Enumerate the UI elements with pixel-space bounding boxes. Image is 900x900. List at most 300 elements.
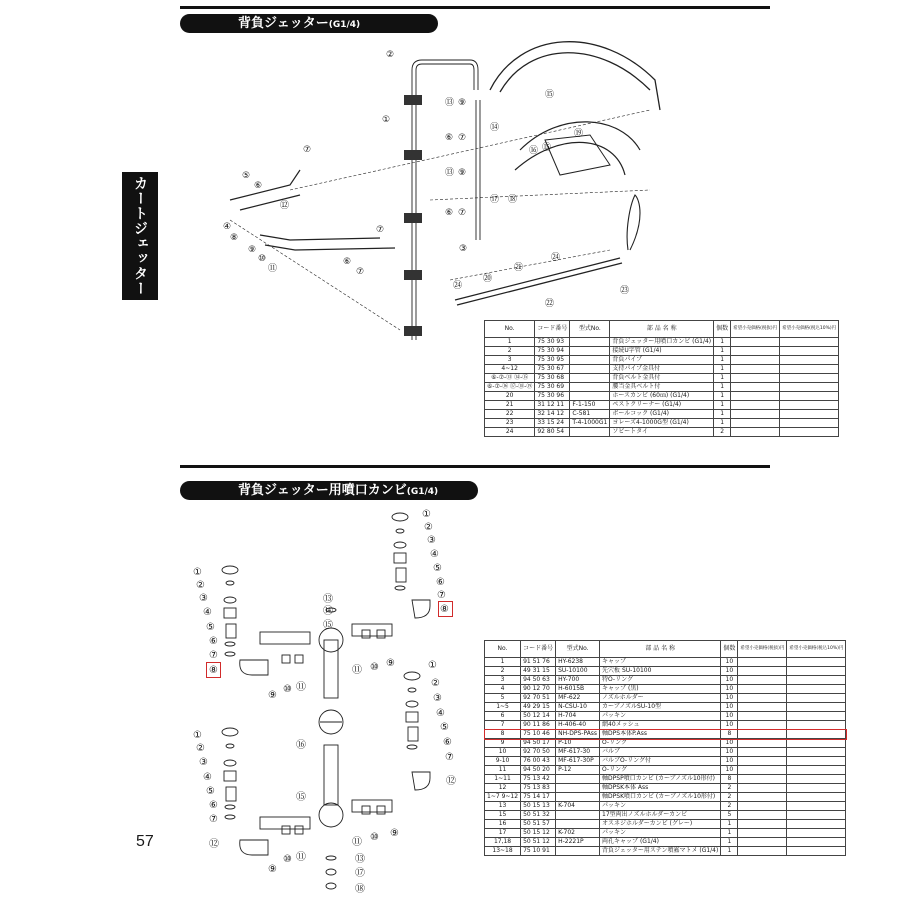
svg-text:①: ① [193, 730, 202, 741]
cell-price-ex-tax [738, 748, 787, 757]
svg-text:⑦: ⑦ [209, 650, 218, 661]
cell-code: 75 30 95 [535, 356, 570, 365]
svg-text:⑤: ⑤ [206, 786, 215, 797]
header-no: No. [485, 641, 521, 658]
cell-code: 49 29 15 [521, 703, 556, 712]
cell-no: ⑥-⑦-⑯ ⑰-⑱-⑲ [485, 383, 535, 392]
cell-qty: 1 [714, 338, 731, 347]
cell-price-in-tax [787, 748, 846, 757]
cell-price-in-tax [780, 356, 839, 365]
cell-price-in-tax [787, 811, 846, 820]
cell-price-in-tax [787, 694, 846, 703]
table-row [485, 419, 839, 428]
table-row [485, 793, 846, 802]
cell-model: SU-10100 [556, 667, 600, 676]
svg-text:㉓: ㉓ [620, 286, 630, 296]
cell-price-ex-tax [731, 428, 780, 437]
svg-text:⑥: ⑥ [254, 181, 263, 191]
cell-model: P-10 [556, 739, 600, 748]
cell-no: 7 [485, 721, 521, 730]
cell-price-ex-tax [738, 838, 787, 847]
cell-part-name: バルブO-リング付 [600, 757, 721, 766]
cell-qty: 10 [721, 748, 738, 757]
cell-price-ex-tax [738, 712, 787, 721]
svg-text:⑥: ⑥ [209, 800, 218, 811]
cell-price-ex-tax [738, 802, 787, 811]
cell-model [570, 347, 610, 356]
svg-text:⑪: ⑪ [352, 837, 362, 848]
cell-model [556, 811, 600, 820]
cell-price-in-tax [787, 721, 846, 730]
cell-price-in-tax [787, 775, 846, 784]
svg-text:②: ② [196, 580, 205, 591]
cell-qty: 10 [721, 703, 738, 712]
header-price-ex-tax: 希望小売価格(税抜)円 [738, 641, 787, 658]
svg-text:⑭: ⑭ [323, 606, 333, 617]
cell-code: 90 11 86 [521, 721, 556, 730]
cell-no: 24 [485, 428, 535, 437]
cell-part-name: 17型両出ノズルホルダーカンビ [600, 811, 721, 820]
cell-part-name: ボールコック (G1/4) [610, 410, 714, 419]
cell-qty: 1 [721, 829, 738, 838]
section2-table-header [485, 641, 846, 658]
cell-no: 8 [485, 730, 521, 739]
table-row [485, 748, 846, 757]
svg-text:⑤: ⑤ [206, 622, 215, 633]
cell-part-name: O-リング [600, 739, 721, 748]
header-qty: 個数 [714, 321, 731, 338]
cell-part-name: キャップ [600, 658, 721, 667]
svg-text:⑥: ⑥ [436, 577, 445, 588]
cell-part-name: ヨレーズ4-1000G型 (G1/4) [610, 419, 714, 428]
svg-text:⑦: ⑦ [376, 225, 385, 235]
cell-part-name: 軸DPS本体P.Ass [600, 730, 721, 739]
cell-code: 75 14 17 [521, 793, 556, 802]
cell-no: 22 [485, 410, 535, 419]
cell-no: 2 [485, 347, 535, 356]
cell-price-ex-tax [738, 658, 787, 667]
svg-text:⑨: ⑨ [458, 168, 467, 178]
cell-price-in-tax [780, 383, 839, 392]
cell-part-name: 軸DPSK本体 Ass [600, 784, 721, 793]
cell-part-name: キャップ (黒) [600, 685, 721, 694]
svg-text:⑱: ⑱ [508, 195, 518, 205]
cell-code: 94 50 17 [521, 739, 556, 748]
table-row [485, 802, 846, 811]
cell-price-ex-tax [738, 811, 787, 820]
cell-model [556, 784, 600, 793]
category-side-tab: カートジェッター [122, 172, 158, 300]
cell-price-ex-tax [738, 676, 787, 685]
cell-no: 15 [485, 811, 521, 820]
cell-model [570, 374, 610, 383]
cell-price-in-tax [787, 658, 846, 667]
header-code: コード番号 [521, 641, 556, 658]
svg-text:⑨: ⑨ [268, 864, 277, 875]
cell-part-name: 背負ジェッター用噴口カンビ (G1/4) [610, 338, 714, 347]
cell-model: K-702 [556, 829, 600, 838]
cell-code: 32 14 12 [535, 410, 570, 419]
cell-qty: 10 [721, 694, 738, 703]
svg-text:①: ① [428, 660, 437, 671]
cell-price-in-tax [780, 365, 839, 374]
cell-qty: 1 [721, 847, 738, 856]
svg-text:④: ④ [223, 222, 232, 232]
cell-model [556, 775, 600, 784]
cell-code: 75 13 42 [521, 775, 556, 784]
cell-code: 75 13 83 [521, 784, 556, 793]
cell-qty: 10 [721, 685, 738, 694]
cell-model [570, 365, 610, 374]
cell-price-ex-tax [731, 419, 780, 428]
cell-price-in-tax [780, 410, 839, 419]
svg-text:⑬: ⑬ [445, 168, 455, 178]
cell-qty: 1 [714, 383, 731, 392]
table-row [485, 829, 846, 838]
cell-price-ex-tax [738, 694, 787, 703]
svg-text:⑱: ⑱ [355, 884, 365, 895]
svg-text:③: ③ [459, 244, 468, 254]
cell-price-in-tax [780, 374, 839, 383]
cell-model: MF-617-30 [556, 748, 600, 757]
cell-price-ex-tax [738, 757, 787, 766]
table-row [485, 811, 846, 820]
cell-qty: 1 [714, 356, 731, 365]
cell-price-ex-tax [738, 685, 787, 694]
cell-part-name: 背負ジェッター用ステン噴霧マトメ (G1/4) [600, 847, 721, 856]
cell-price-ex-tax [731, 347, 780, 356]
cell-price-in-tax [787, 838, 846, 847]
svg-text:㉔: ㉔ [551, 253, 561, 263]
svg-text:⑨: ⑨ [386, 658, 395, 669]
table-row [485, 739, 846, 748]
cell-no: 1 [485, 658, 521, 667]
header-price-in-tax: 希望小売価格(税込10%)円 [787, 641, 846, 658]
svg-text:⑳: ⑳ [483, 274, 493, 284]
svg-text:⑦: ⑦ [458, 133, 467, 143]
cell-model [556, 793, 600, 802]
cell-part-name: 網40メッシュ [600, 721, 721, 730]
svg-text:⑰: ⑰ [490, 195, 500, 205]
cell-price-ex-tax [731, 401, 780, 410]
cell-code: 49 31 15 [521, 667, 556, 676]
cell-part-name: ノズルホルダー [600, 694, 721, 703]
svg-text:⑦: ⑦ [303, 145, 312, 155]
cell-no: 3 [485, 356, 535, 365]
cell-part-name: 軸DPSK噴口カンビ (カーブノズル10形付) [600, 793, 721, 802]
cell-no: 1~5 [485, 703, 521, 712]
cell-part-name: カーブノズルSU-10型 [600, 703, 721, 712]
cell-part-name: パッキン [600, 712, 721, 721]
cell-no: 12 [485, 784, 521, 793]
svg-text:⑪: ⑪ [296, 852, 306, 863]
svg-text:⑧: ⑧ [209, 665, 218, 676]
cell-price-in-tax [787, 676, 846, 685]
cell-price-ex-tax [738, 820, 787, 829]
cell-price-in-tax [787, 847, 846, 856]
svg-text:④: ④ [203, 772, 212, 783]
cell-code: 75 30 69 [535, 383, 570, 392]
section1-title-suffix: (G1/4) [328, 20, 361, 30]
cell-part-name: パッキン [600, 802, 721, 811]
header-price-ex-tax: 希望小売価格(税抜)円 [731, 321, 780, 338]
cell-part-name: ホースカンビ (60㎝) (G1/4) [610, 392, 714, 401]
svg-text:⑲: ⑲ [574, 129, 584, 139]
cell-code: 50 51 57 [521, 820, 556, 829]
cell-code: 50 51 12 [521, 838, 556, 847]
cell-price-in-tax [787, 685, 846, 694]
cell-price-in-tax [787, 793, 846, 802]
cell-price-ex-tax [738, 775, 787, 784]
cell-price-ex-tax [738, 829, 787, 838]
cell-code: 75 30 68 [535, 374, 570, 383]
svg-text:⑭: ⑭ [490, 123, 500, 133]
cell-qty: 1 [714, 419, 731, 428]
cell-qty: 8 [721, 730, 738, 739]
cell-code: 50 15 12 [521, 829, 556, 838]
cell-code: 90 12 70 [521, 685, 556, 694]
cell-price-ex-tax [731, 338, 780, 347]
cell-price-in-tax [787, 730, 846, 739]
cell-part-name: 接続U字管 (G1/4) [610, 347, 714, 356]
header-qty: 個数 [721, 641, 738, 658]
cell-code: 75 30 96 [535, 392, 570, 401]
svg-text:⑩: ⑩ [283, 684, 292, 695]
cell-code: 50 51 32 [521, 811, 556, 820]
table-row [485, 838, 846, 847]
svg-text:⑥: ⑥ [445, 133, 454, 143]
section2-parts-table [484, 640, 846, 856]
cell-model [570, 383, 610, 392]
cell-price-ex-tax [738, 784, 787, 793]
svg-text:⑮: ⑮ [296, 792, 306, 803]
cell-qty: 2 [714, 428, 731, 437]
table-row [485, 775, 846, 784]
cell-code: 92 80 54 [535, 428, 570, 437]
section2-title-suffix: (G1/4) [406, 487, 439, 497]
table-row [485, 658, 846, 667]
cell-model [570, 338, 610, 347]
svg-text:⑧: ⑧ [230, 233, 239, 243]
cell-no: 17 [485, 829, 521, 838]
cell-qty: 5 [721, 811, 738, 820]
cell-price-in-tax [787, 667, 846, 676]
cell-price-ex-tax [731, 410, 780, 419]
svg-text:⑤: ⑤ [440, 722, 449, 733]
cell-model: H-406-40 [556, 721, 600, 730]
svg-text:④: ④ [430, 549, 439, 560]
svg-text:⑦: ⑦ [437, 590, 446, 601]
svg-text:①: ① [422, 509, 431, 520]
table-row [485, 365, 839, 374]
svg-text:⑩: ⑩ [370, 662, 379, 673]
cell-part-name: ソビートタイ [610, 428, 714, 437]
cell-part-name: 支持パイプ金具付 [610, 365, 714, 374]
table-row-highlighted [485, 730, 846, 739]
cell-model: MF-617-30P [556, 757, 600, 766]
cell-model: HY-700 [556, 676, 600, 685]
cell-qty: 10 [721, 766, 738, 775]
table-row [485, 392, 839, 401]
section1-table-header [485, 321, 839, 338]
cell-model: H-704 [556, 712, 600, 721]
svg-text:⑦: ⑦ [209, 814, 218, 825]
cell-price-in-tax [787, 739, 846, 748]
cell-price-ex-tax [738, 766, 787, 775]
svg-text:⑩: ⑩ [283, 854, 292, 865]
cell-part-name: 両孔キャップ (G1/4) [600, 838, 721, 847]
cell-no: 20 [485, 392, 535, 401]
cell-qty: 1 [714, 347, 731, 356]
cell-price-in-tax [787, 766, 846, 775]
cell-code: 76 00 43 [521, 757, 556, 766]
header-part-name: 部 品 名 称 [600, 641, 721, 658]
table-row [485, 757, 846, 766]
cell-price-ex-tax [731, 356, 780, 365]
highlight-callout-8-right [438, 601, 453, 617]
cell-part-name: バルブ [600, 748, 721, 757]
cell-code: 33 15 24 [535, 419, 570, 428]
table-row [485, 383, 839, 392]
cell-price-in-tax [787, 784, 846, 793]
header-code: コード番号 [535, 321, 570, 338]
cell-price-in-tax [787, 703, 846, 712]
table-row [485, 721, 846, 730]
cell-price-in-tax [780, 347, 839, 356]
cell-code: 91 51 76 [521, 658, 556, 667]
cell-qty: 1 [721, 820, 738, 829]
svg-text:⑤: ⑤ [433, 563, 442, 574]
svg-text:⑥: ⑥ [443, 737, 452, 748]
svg-text:⑬: ⑬ [355, 854, 365, 865]
table-row [485, 847, 846, 856]
cell-code: 50 12 14 [521, 712, 556, 721]
cell-price-ex-tax [731, 374, 780, 383]
svg-text:⑩: ⑩ [258, 254, 267, 264]
cell-qty: 2 [721, 784, 738, 793]
svg-text:⑯: ⑯ [296, 740, 306, 751]
cell-price-ex-tax [731, 365, 780, 374]
cell-no: 16 [485, 820, 521, 829]
svg-text:⑫: ⑫ [446, 776, 456, 787]
svg-text:②: ② [196, 743, 205, 754]
cell-code: 75 30 94 [535, 347, 570, 356]
table-row [485, 347, 839, 356]
cell-no: 21 [485, 401, 535, 410]
cell-no: 1~7 9~12 [485, 793, 521, 802]
svg-text:⑮: ⑮ [545, 90, 555, 100]
cell-qty: 10 [721, 658, 738, 667]
cell-model: T-4-1000G1 [570, 419, 610, 428]
cell-price-in-tax [780, 419, 839, 428]
svg-text:⑨: ⑨ [268, 690, 277, 701]
svg-text:③: ③ [199, 757, 208, 768]
cell-price-in-tax [787, 712, 846, 721]
cell-price-in-tax [787, 820, 846, 829]
cell-code: 94 50 20 [521, 766, 556, 775]
svg-text:㉒: ㉒ [545, 299, 555, 309]
cell-no: 13 [485, 802, 521, 811]
table-row [485, 356, 839, 365]
cell-price-ex-tax [738, 703, 787, 712]
cell-model: HY-6238 [556, 658, 600, 667]
cell-qty: 1 [714, 392, 731, 401]
cell-price-ex-tax [738, 667, 787, 676]
cell-part-name: 腰当金具ベルト付 [610, 383, 714, 392]
cell-code: 92 70 51 [521, 694, 556, 703]
cell-price-ex-tax [738, 793, 787, 802]
svg-text:①: ① [382, 115, 391, 125]
section2-title: 背負ジェッター用噴口カンビ [238, 483, 407, 498]
cell-qty: 1 [714, 365, 731, 374]
svg-text:⑬: ⑬ [445, 98, 455, 108]
cell-qty: 1 [714, 401, 731, 410]
cell-no: 11 [485, 766, 521, 775]
table-row [485, 766, 846, 775]
cell-price-ex-tax [738, 847, 787, 856]
cell-price-in-tax [787, 757, 846, 766]
table-row [485, 703, 846, 712]
cell-no: 23 [485, 419, 535, 428]
cell-model [556, 820, 600, 829]
svg-text:⑰: ⑰ [355, 868, 365, 879]
svg-text:⑥: ⑥ [445, 208, 454, 218]
svg-text:㉑: ㉑ [514, 263, 524, 273]
svg-text:②: ② [424, 522, 433, 533]
svg-text:⑮: ⑮ [542, 143, 552, 153]
cell-code: 75 10 46 [521, 730, 556, 739]
cell-no: 4 [485, 685, 521, 694]
cell-part-name: 背負パイプ [610, 356, 714, 365]
cell-qty: 10 [721, 757, 738, 766]
svg-text:⑪: ⑪ [268, 264, 278, 274]
table-row [485, 374, 839, 383]
cell-qty: 10 [721, 712, 738, 721]
section1-title: 背負ジェッター [238, 16, 329, 31]
svg-text:③: ③ [199, 593, 208, 604]
cell-price-in-tax [780, 428, 839, 437]
cell-qty: 8 [721, 775, 738, 784]
cell-qty: 10 [721, 676, 738, 685]
cell-no: 1 [485, 338, 535, 347]
svg-text:⑯: ⑯ [529, 146, 539, 156]
cell-no: 5 [485, 694, 521, 703]
cell-model: C-581 [570, 410, 610, 419]
cell-qty: 1 [714, 374, 731, 383]
cell-part-name: 軸DPSP噴口カンビ (カーブノズル10形付) [600, 775, 721, 784]
header-model: 型式No. [556, 641, 600, 658]
table-row [485, 410, 839, 419]
cell-part-name: オスネジホルダーカンビ (グレー) [600, 820, 721, 829]
cell-model [570, 428, 610, 437]
cell-qty: 10 [721, 739, 738, 748]
table-row [485, 820, 846, 829]
cell-part-name: ペストクリーナー (G1/4) [610, 401, 714, 410]
cell-no: 9-10 [485, 757, 521, 766]
cell-qty: 1 [714, 410, 731, 419]
svg-text:⑨: ⑨ [458, 98, 467, 108]
svg-text:④: ④ [436, 708, 445, 719]
svg-text:⑤: ⑤ [242, 171, 251, 181]
cell-qty: 1 [721, 838, 738, 847]
section1-parts-table [484, 320, 839, 437]
cell-model: F-1-150 [570, 401, 610, 410]
svg-text:⑦: ⑦ [458, 208, 467, 218]
svg-text:②: ② [386, 50, 395, 60]
cell-qty: 10 [721, 721, 738, 730]
cell-no: 13~18 [485, 847, 521, 856]
cell-no: 6 [485, 712, 521, 721]
